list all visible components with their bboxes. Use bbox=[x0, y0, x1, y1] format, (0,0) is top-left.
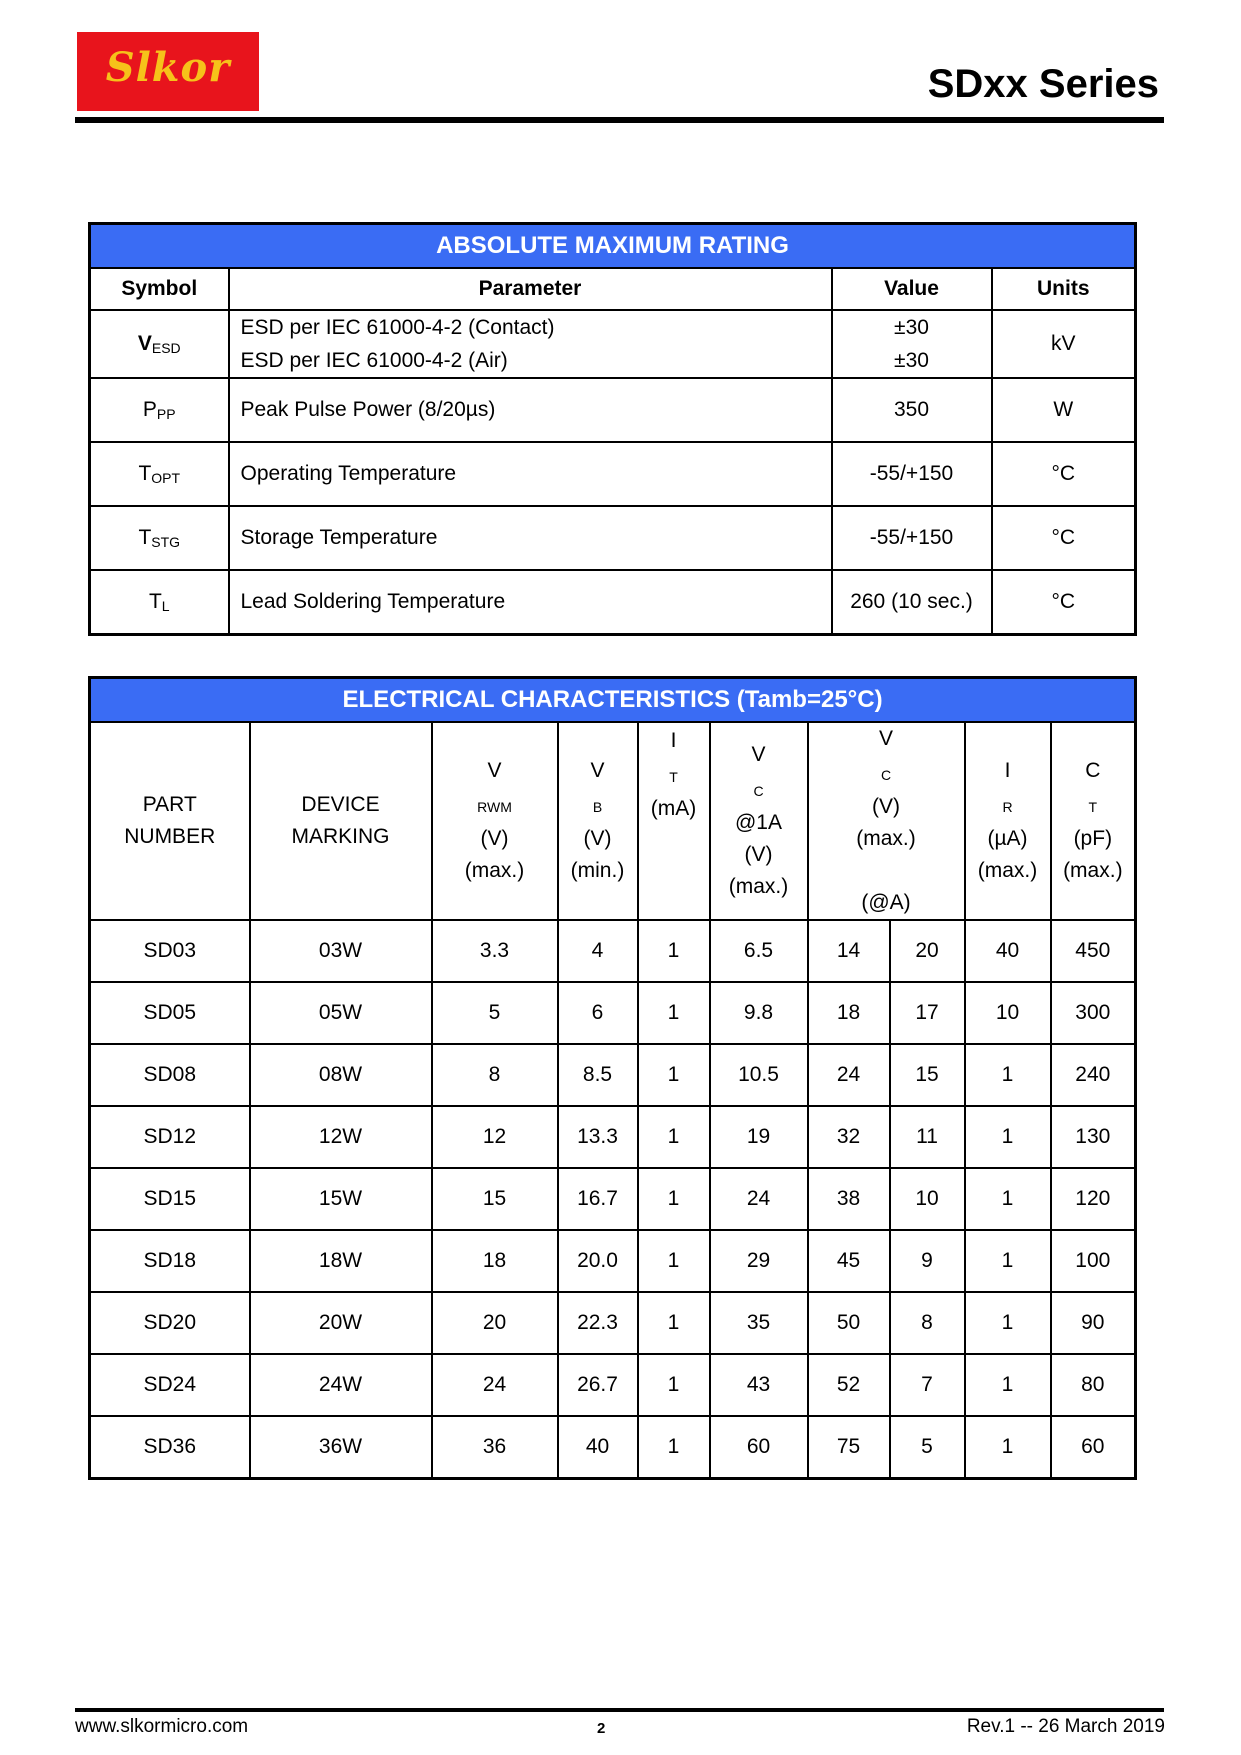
amr-col-parameter: Parameter bbox=[229, 268, 832, 310]
ec-cell-part: SD18 bbox=[90, 1230, 250, 1292]
ec-cell-part: SD24 bbox=[90, 1354, 250, 1416]
ec-cell-vc: 14 bbox=[808, 920, 890, 982]
table-row bbox=[90, 1416, 1136, 1479]
ec-cell-vrwm: 3.3 bbox=[432, 920, 558, 982]
ec-cell-ir: 1 bbox=[965, 1106, 1051, 1168]
ec-cell-ir: 1 bbox=[965, 1230, 1051, 1292]
amr-value: -55/+150 bbox=[832, 442, 992, 506]
ec-cell-it: 1 bbox=[638, 1106, 710, 1168]
amr-row-tl bbox=[90, 570, 1136, 635]
ec-cell-it: 1 bbox=[638, 920, 710, 982]
amr-unit: °C bbox=[992, 506, 1136, 570]
amr-col-symbol: Symbol bbox=[90, 268, 229, 310]
ec-cell-ir: 10 bbox=[965, 982, 1051, 1044]
ec-cell-vb: 26.7 bbox=[558, 1354, 638, 1416]
ec-col-vc-1a: V $_C$ @1A (V) (max.) bbox=[710, 722, 808, 920]
ec-cell-at: 5 bbox=[890, 1416, 965, 1479]
ec-cell-ir: 1 bbox=[965, 1044, 1051, 1106]
amr-col-value: Value bbox=[832, 268, 992, 310]
table-row bbox=[90, 982, 1136, 1044]
ec-cell-vc1a: 29 bbox=[710, 1230, 808, 1292]
amr-value: ±30 ±30 bbox=[832, 310, 992, 378]
ec-cell-vc: 38 bbox=[808, 1168, 890, 1230]
amr-row-tstg bbox=[90, 506, 1136, 570]
table-row bbox=[90, 1354, 1136, 1416]
ec-cell-at: 20 bbox=[890, 920, 965, 982]
ec-cell-ir: 1 bbox=[965, 1292, 1051, 1354]
table-row bbox=[90, 1106, 1136, 1168]
ec-cell-vc1a: 24 bbox=[710, 1168, 808, 1230]
ec-cell-at: 7 bbox=[890, 1354, 965, 1416]
amr-value: 350 bbox=[832, 378, 992, 442]
ec-cell-ir: 1 bbox=[965, 1416, 1051, 1479]
amr-symbol: $T_{STG}$ bbox=[90, 506, 229, 570]
ec-cell-vb: 20.0 bbox=[558, 1230, 638, 1292]
ec-cell-vb: 22.3 bbox=[558, 1292, 638, 1354]
page-title: SDxx Series bbox=[927, 62, 1159, 106]
absolute-maximum-rating-table bbox=[88, 222, 1137, 636]
header-divider bbox=[75, 117, 1164, 123]
ec-cell-vc1a: 35 bbox=[710, 1292, 808, 1354]
amr-parameter: ESD per IEC 61000-4-2 (Contact) ESD per IEC 61000-4-2 (Air) bbox=[229, 310, 832, 378]
amr-symbol: $V_{ESD}$ bbox=[90, 310, 229, 378]
amr-unit: °C bbox=[992, 570, 1136, 635]
ec-cell-part: SD15 bbox=[90, 1168, 250, 1230]
ec-cell-vrwm: 12 bbox=[432, 1106, 558, 1168]
ec-cell-vc1a: 60 bbox=[710, 1416, 808, 1479]
ec-col-ct: C $_T$ (pF) (max.) bbox=[1051, 722, 1136, 920]
ec-cell-it: 1 bbox=[638, 1044, 710, 1106]
ec-cell-ct: 80 bbox=[1051, 1354, 1136, 1416]
ec-col-ir: I $_R$ (µA) (max.) bbox=[965, 722, 1051, 920]
amr-unit: W bbox=[992, 378, 1136, 442]
ec-cell-vc: 50 bbox=[808, 1292, 890, 1354]
footer-url: www.slkormicro.com bbox=[75, 1716, 249, 1737]
ec-cell-it: 1 bbox=[638, 982, 710, 1044]
table-row bbox=[90, 920, 1136, 982]
ec-cell-vc: 75 bbox=[808, 1416, 890, 1479]
ec-cell-at: 8 bbox=[890, 1292, 965, 1354]
ec-col-vrwm: V $_{RWM}$ (V) (max.) bbox=[432, 722, 558, 920]
ec-cell-vb: 4 bbox=[558, 920, 638, 982]
ec-cell-vc1a: 10.5 bbox=[710, 1044, 808, 1106]
ec-cell-it: 1 bbox=[638, 1168, 710, 1230]
amr-section-title: ABSOLUTE MAXIMUM RATING bbox=[90, 224, 1136, 269]
ec-cell-vb: 13.3 bbox=[558, 1106, 638, 1168]
revision-date: Rev.1 -- 26 March 2019 bbox=[966, 1716, 1165, 1737]
logo-text: Slkor bbox=[105, 44, 231, 91]
ec-col-vb: V $_B$ (V) (min.) bbox=[558, 722, 638, 920]
ec-cell-mark: 08W bbox=[250, 1044, 432, 1106]
amr-symbol: $T_{OPT}$ bbox=[90, 442, 229, 506]
ec-cell-at: 17 bbox=[890, 982, 965, 1044]
ec-cell-vc: 45 bbox=[808, 1230, 890, 1292]
ec-cell-part: SD36 bbox=[90, 1416, 250, 1479]
table-row bbox=[90, 1168, 1136, 1230]
ec-cell-it: 1 bbox=[638, 1354, 710, 1416]
ec-cell-vrwm: 15 bbox=[432, 1168, 558, 1230]
ec-cell-mark: 36W bbox=[250, 1416, 432, 1479]
ec-cell-ct: 130 bbox=[1051, 1106, 1136, 1168]
ec-section-title: ELECTRICAL CHARACTERISTICS (Tamb=25°C) bbox=[90, 678, 1136, 723]
ec-cell-vc: 32 bbox=[808, 1106, 890, 1168]
ec-cell-mark: 20W bbox=[250, 1292, 432, 1354]
ec-cell-ct: 300 bbox=[1051, 982, 1136, 1044]
ec-cell-mark: 15W bbox=[250, 1168, 432, 1230]
ec-cell-ir: 1 bbox=[965, 1354, 1051, 1416]
ec-cell-mark: 12W bbox=[250, 1106, 432, 1168]
ec-header-row bbox=[90, 722, 1136, 920]
table-row bbox=[90, 1292, 1136, 1354]
ec-cell-vc: 18 bbox=[808, 982, 890, 1044]
amr-row-vesd bbox=[90, 310, 1136, 378]
amr-symbol: $P_{PP}$ bbox=[90, 378, 229, 442]
ec-cell-vc1a: 6.5 bbox=[710, 920, 808, 982]
ec-cell-vb: 16.7 bbox=[558, 1168, 638, 1230]
ec-cell-ct: 450 bbox=[1051, 920, 1136, 982]
ec-cell-part: SD20 bbox=[90, 1292, 250, 1354]
ec-cell-part: SD08 bbox=[90, 1044, 250, 1106]
ec-cell-part: SD05 bbox=[90, 982, 250, 1044]
ec-cell-vc1a: 9.8 bbox=[710, 982, 808, 1044]
amr-value: -55/+150 bbox=[832, 506, 992, 570]
ec-cell-vc1a: 43 bbox=[710, 1354, 808, 1416]
ec-cell-vb: 40 bbox=[558, 1416, 638, 1479]
ec-cell-ir: 1 bbox=[965, 1168, 1051, 1230]
ec-cell-mark: 05W bbox=[250, 982, 432, 1044]
amr-symbol: $T_L$ bbox=[90, 570, 229, 635]
ec-cell-vrwm: 20 bbox=[432, 1292, 558, 1354]
amr-unit: kV bbox=[992, 310, 1136, 378]
ec-cell-vrwm: 36 bbox=[432, 1416, 558, 1479]
page-number: 2 bbox=[597, 1720, 606, 1737]
ec-cell-mark: 24W bbox=[250, 1354, 432, 1416]
table-row bbox=[90, 1044, 1136, 1106]
ec-cell-part: SD03 bbox=[90, 920, 250, 982]
ec-col-part-number: PART NUMBER bbox=[90, 722, 250, 920]
amr-unit: °C bbox=[992, 442, 1136, 506]
ec-col-device-marking: DEVICE MARKING bbox=[250, 722, 432, 920]
ec-cell-ct: 100 bbox=[1051, 1230, 1136, 1292]
ec-cell-ct: 120 bbox=[1051, 1168, 1136, 1230]
amr-parameter: Peak Pulse Power (8/20µs) bbox=[229, 378, 832, 442]
ec-cell-at: 10 bbox=[890, 1168, 965, 1230]
ec-col-vc: V $_C$ (V) (max.) (@A) bbox=[808, 722, 965, 920]
ec-cell-mark: 18W bbox=[250, 1230, 432, 1292]
amr-row-ppp bbox=[90, 378, 1136, 442]
ec-cell-it: 1 bbox=[638, 1292, 710, 1354]
amr-parameter: Operating Temperature bbox=[229, 442, 832, 506]
ec-cell-it: 1 bbox=[638, 1416, 710, 1479]
ec-cell-vrwm: 8 bbox=[432, 1044, 558, 1106]
ec-cell-ct: 240 bbox=[1051, 1044, 1136, 1106]
ec-cell-ct: 90 bbox=[1051, 1292, 1136, 1354]
amr-col-units: Units bbox=[992, 268, 1136, 310]
ec-cell-vrwm: 24 bbox=[432, 1354, 558, 1416]
ec-cell-vc: 52 bbox=[808, 1354, 890, 1416]
ec-cell-vb: 8.5 bbox=[558, 1044, 638, 1106]
ec-cell-ir: 40 bbox=[965, 920, 1051, 982]
ec-cell-it: 1 bbox=[638, 1230, 710, 1292]
ec-cell-vrwm: 18 bbox=[432, 1230, 558, 1292]
amr-parameter: Lead Soldering Temperature bbox=[229, 570, 832, 635]
table-row bbox=[90, 1230, 1136, 1292]
ec-cell-vb: 6 bbox=[558, 982, 638, 1044]
amr-parameter: Storage Temperature bbox=[229, 506, 832, 570]
ec-cell-at: 11 bbox=[890, 1106, 965, 1168]
company-logo bbox=[77, 32, 259, 111]
ec-cell-ct: 60 bbox=[1051, 1416, 1136, 1479]
ec-col-it: I $_T$ (mA) bbox=[638, 722, 710, 920]
ec-cell-vc1a: 19 bbox=[710, 1106, 808, 1168]
ec-cell-part: SD12 bbox=[90, 1106, 250, 1168]
amr-value: 260 (10 sec.) bbox=[832, 570, 992, 635]
amr-row-topt bbox=[90, 442, 1136, 506]
ec-cell-vrwm: 5 bbox=[432, 982, 558, 1044]
ec-cell-vc: 24 bbox=[808, 1044, 890, 1106]
footer-divider bbox=[75, 1708, 1164, 1712]
electrical-characteristics-table bbox=[88, 676, 1137, 1480]
ec-cell-at: 15 bbox=[890, 1044, 965, 1106]
ec-cell-at: 9 bbox=[890, 1230, 965, 1292]
ec-cell-mark: 03W bbox=[250, 920, 432, 982]
